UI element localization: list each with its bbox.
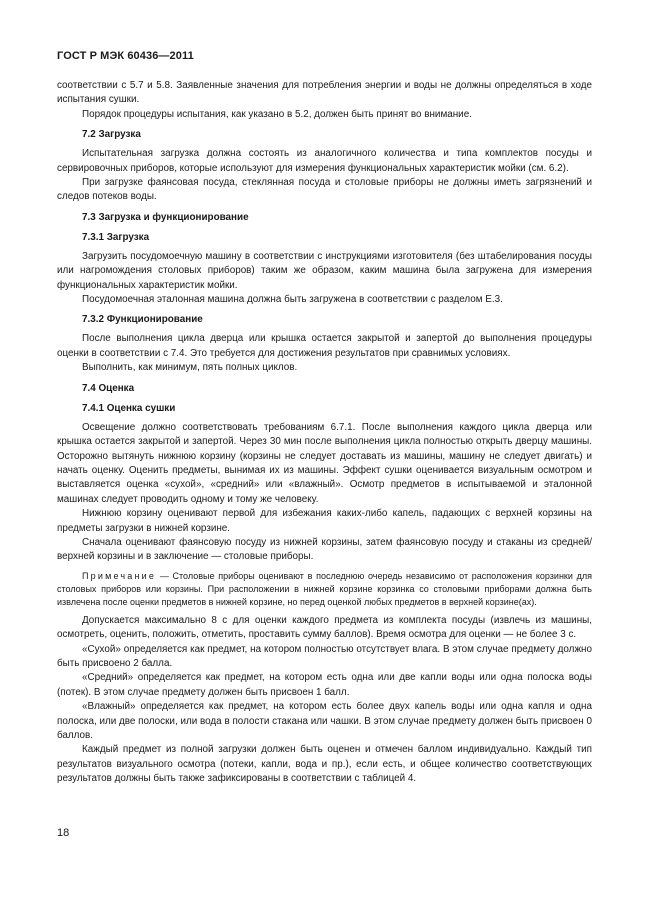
- section-heading-7-2: 7.2 Загрузка: [82, 129, 141, 141]
- section-heading-7-4: 7.4 Оценка: [82, 382, 135, 394]
- paragraph: соответствии с 5.7 и 5.8. Заявленные значения для потребления энергии и воды не должны определяться в ходе испытания сушки.: [57, 80, 592, 106]
- paragraph: Допускается максимально 8 с для оценки каждого предмета из комплекта посуды (извлечь из машины, осмотреть, оценить, положить, отметить, проставить сумму баллов). Время осмотра для оценки — не более 3 с.: [57, 614, 592, 641]
- paragraph: Загрузить посудомоечную машину в соответствии с инструкциями изготовителя (без штабелирования посуды или нагромождения столовых приборов) таким же образом, каким машина была загружена для измерения функциональных характеристик мойки.: [57, 250, 592, 291]
- document-body: [57, 79, 592, 787]
- paragraph: «Сухой» определяется как предмет, на котором полностью отсутствует влага. В этом случае предмету должно быть присвоено 2 балла.: [57, 643, 592, 669]
- paragraph: Сначала оценивают фаянсовую посуду из нижней корзины, затем фаянсовую посуду и стаканы из средней/верхней корзины и в заключение — столовые приборы.: [57, 536, 592, 563]
- paragraph: Каждый предмет из полной загрузки должен быть оценен и отмечен баллом индивидуально. Каждый тип результатов визуального осмотра (потеки, капли, вода и пр.), если есть, и общее количество соответствующих результатов должны быть также зафиксированы в соответствии с таблицей 4.: [57, 744, 592, 785]
- note-label: Примечание: [82, 570, 157, 581]
- note: [57, 570, 592, 609]
- section-heading-7-3: 7.3 Загрузка и функционирование: [82, 211, 249, 223]
- paragraph: Порядок процедуры испытания, как указано в 5.2, должен быть принят во внимание.: [82, 108, 472, 120]
- paragraph: «Влажный» определяется как предмет, на котором есть более двух капель воды или одна капля и одна полоска, или две полоски, или вода в полости стакана или чашки. В этом случае предмету должен быть присвоен 0 баллов.: [57, 701, 592, 741]
- section-heading-7-4-1: 7.4.1 Оценка сушки: [82, 402, 176, 414]
- paragraph: Испытательная загрузка должна состоять из аналогичного количества и типа комплектов посуды и сервировочных приборов, которые используют для измерения функциональных характеристик мойки (см. 6.2).: [57, 148, 592, 174]
- section-heading-7-3-1: 7.3.1 Загрузка: [82, 231, 150, 243]
- paragraph: Нижнюю корзину оценивают первой для избежания каких-либо капель, падающих с верхней корзины на предметы загрузки в нижней корзине.: [57, 508, 592, 534]
- note-text: — Столовые приборы оценивают в последнюю очередь независимо от расположения корзинки для столовых приборов или корзины. При расположении в нижней корзине корзинка со столовыми приборами должна быть извлечена после оценки предметов в нижней корзине, но перед оценкой любых предметов в верхней корзине(ах).: [57, 570, 592, 607]
- document-header: ГОСТ Р МЭК 60436—2011: [57, 50, 194, 62]
- paragraph: Посудомоечная эталонная машина должна быть загружена в соответствии с разделом Е.3.: [82, 294, 503, 306]
- paragraph: «Средний» определяется как предмет, на котором есть одна или две капли воды или одна полоска воды (потек). В этом случае предмету должен быть присвоен 1 балл.: [57, 672, 592, 698]
- paragraph: Выполнить, как минимум, пять полных циклов.: [82, 362, 298, 374]
- paragraph: После выполнения цикла дверца или крышка остается закрытой и запертой до выполнения процедуры оценки в соответствии с 7.4. Это требуется для достижения результатов при сравнимых условиях.: [57, 333, 592, 359]
- page-number: 18: [57, 827, 70, 839]
- section-heading-7-3-2: 7.3.2 Функционирование: [82, 314, 203, 326]
- paragraph: При загрузке фаянсовая посуда, стеклянная посуда и столовые приборы не должны иметь загрязнений и следов потеков воды.: [57, 177, 592, 203]
- paragraph: Освещение должно соответствовать требованиям 6.7.1. После выполнения каждого цикла дверца или крышка остается закрытой и запертой. Через 30 мин после выполнения цикла полностью открыть дверцу машины. Осторожно вытянуть нижнюю корзину (корзины не следует доставать из машины, машину не следует двигать) и начать оценку. Оценить предметы, вынимая их из машины. Эффект сушки оценивается визуальным осмотром и выставляется оценка «сухой», «средний» или «влажный». Осмотр предметов в испытываемой и эталонной машинах следует проводить одному и тому же человеку.: [57, 421, 592, 505]
